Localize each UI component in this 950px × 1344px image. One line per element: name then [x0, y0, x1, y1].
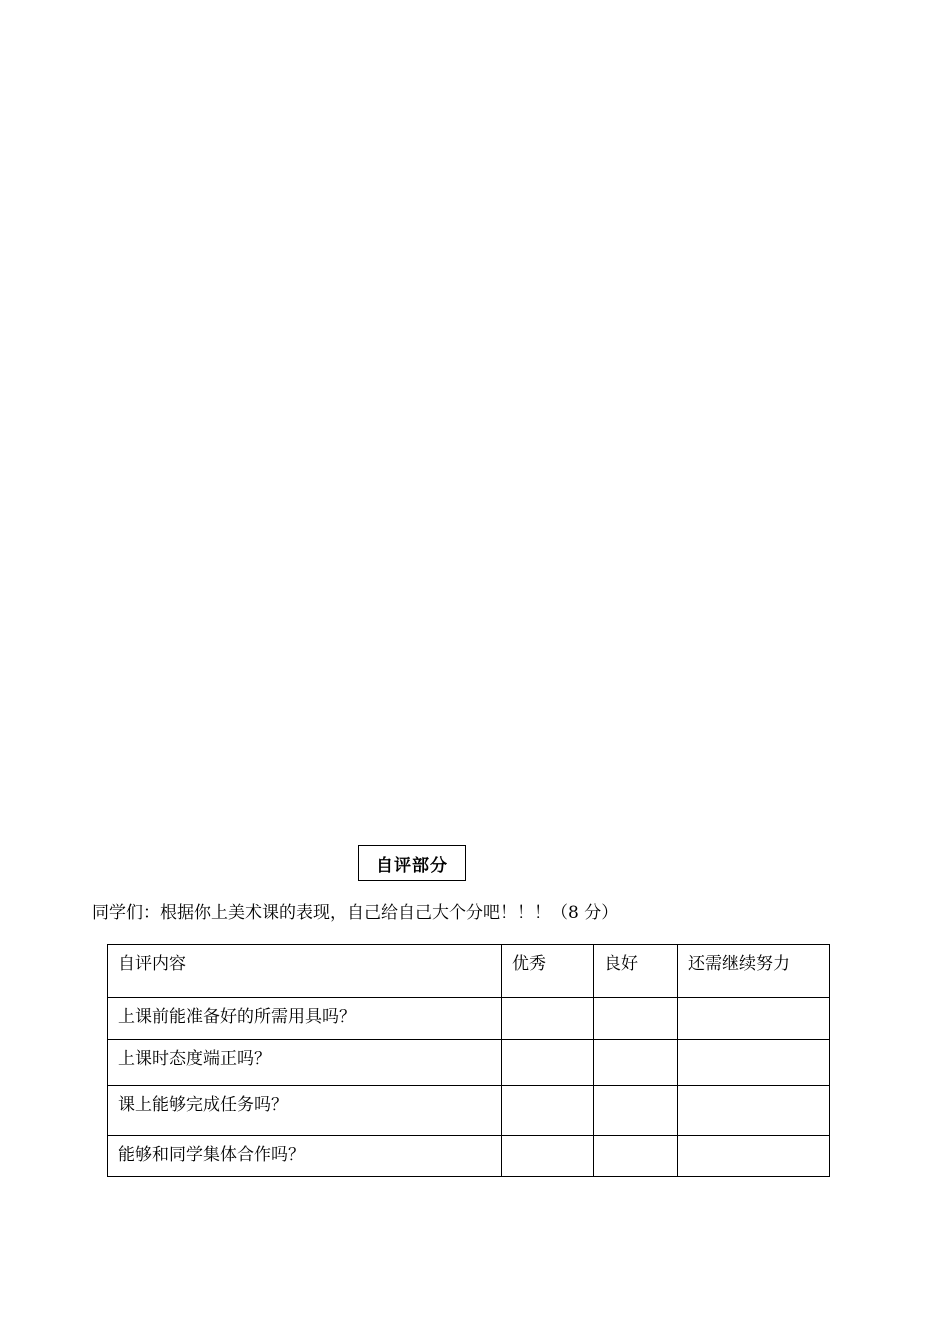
table-row [108, 998, 830, 1040]
excellent-cell[interactable] [502, 1086, 594, 1136]
self-evaluation-table [107, 944, 830, 1177]
good-cell[interactable] [594, 1086, 678, 1136]
row-question: 上课前能准备好的所需用具吗？ [108, 998, 502, 1040]
table-row [108, 1136, 830, 1177]
excellent-cell[interactable] [502, 998, 594, 1040]
excellent-cell[interactable] [502, 1136, 594, 1177]
needs-effort-cell[interactable] [678, 1086, 830, 1136]
section-title: 自评部分 [376, 855, 448, 876]
good-cell[interactable] [594, 1136, 678, 1177]
table-row [108, 1086, 830, 1136]
needs-effort-cell[interactable] [678, 1040, 830, 1086]
needs-effort-cell[interactable] [678, 1136, 830, 1177]
good-cell[interactable] [594, 998, 678, 1040]
good-cell[interactable] [594, 1040, 678, 1086]
section-title-box [358, 845, 466, 881]
header-excellent: 优秀 [502, 945, 594, 998]
instruction-text: 同学们：根据你上美术课的表现，自己给自己大个分吧！！！（8 分） [92, 903, 619, 923]
header-content: 自评内容 [108, 945, 502, 998]
row-question: 课上能够完成任务吗？ [108, 1086, 502, 1136]
header-needs-effort: 还需继续努力 [678, 945, 830, 998]
row-question: 能够和同学集体合作吗？ [108, 1136, 502, 1177]
table-header-row [108, 945, 830, 998]
needs-effort-cell[interactable] [678, 998, 830, 1040]
row-question: 上课时态度端正吗？ [108, 1040, 502, 1086]
table-row [108, 1040, 830, 1086]
excellent-cell[interactable] [502, 1040, 594, 1086]
header-good: 良好 [594, 945, 678, 998]
